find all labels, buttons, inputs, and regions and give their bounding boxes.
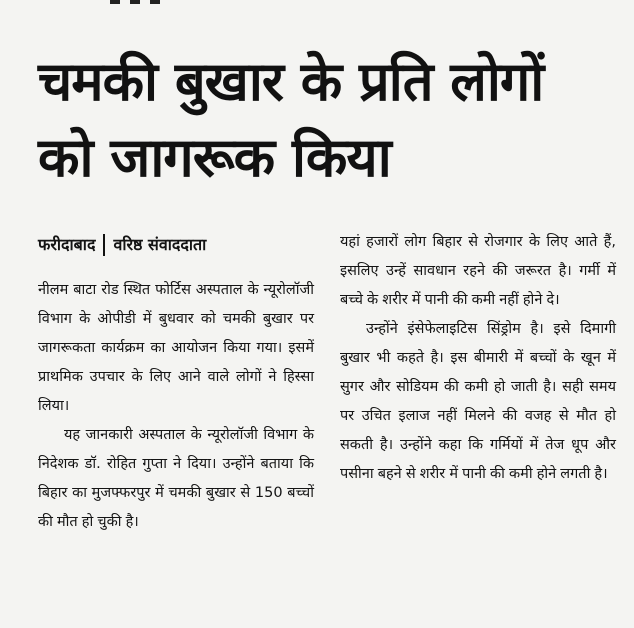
paragraph-3: यहां हजारों लोग बिहार से रोजगार के लिए आते हैं, इसलिए उन्हें सावधान रहने की जरूरत है। गर्मी में बच्चे के शरीर में पानी की कमी नहीं होने दे। xyxy=(340,234,616,308)
column-right xyxy=(340,228,616,537)
clipped-text-fragment xyxy=(110,0,200,6)
byline-separator xyxy=(103,234,105,256)
byline xyxy=(38,228,314,262)
headline-line-2: को जागरूक किया xyxy=(38,126,391,189)
fragment-mark xyxy=(110,0,120,4)
reporter-credit: वरिष्ठ संवाददाता xyxy=(113,235,207,254)
dateline-place: फरीदाबाद xyxy=(38,235,96,254)
fragment-mark xyxy=(150,0,160,4)
article-body xyxy=(38,228,616,537)
fragment-mark xyxy=(130,0,140,4)
headline xyxy=(38,44,628,196)
headline-line-1: चमकी बुखार के प्रति लोगों xyxy=(38,50,544,113)
paragraph-2: यह जानकारी अस्पताल के न्यूरोलॉजी विभाग के निदेशक डॉ. रोहित गुप्ता ने दिया। उन्होंने बताया कि बिहार का मुजफ्फरपुर में चमकी बुखार से 150 बच्चों की मौत हो चुकी है। xyxy=(38,427,314,530)
paragraph-4: उन्होंने इंसेफेलाइटिस सिंड्रोम है। इसे दिमागी बुखार भी कहते है। इस बीमारी में बच्चों के खून में सुगर और सोडियम की कमी हो जाती है। सही समय पर उचित इलाज नहीं मिलने की वजह से मौत हो सकती है। उन्होंने कहा कि गर्मियों में तेज धूप और पसीना बहने से शरीर में पानी की कमी होने लगती है। xyxy=(340,321,616,482)
paragraph-1: नीलम बाटा रोड स्थित फोर्टिस अस्पताल के न्यूरोलॉजी विभाग के ओपीडी में बुधवार को चमकी बुखार पर जागरूकता कार्यक्रम का आयोजन किया गया। इसमें प्राथमिक उपचार के लिए आने वाले लोगों ने हिस्सा लिया। xyxy=(38,282,314,414)
column-left xyxy=(38,228,314,537)
